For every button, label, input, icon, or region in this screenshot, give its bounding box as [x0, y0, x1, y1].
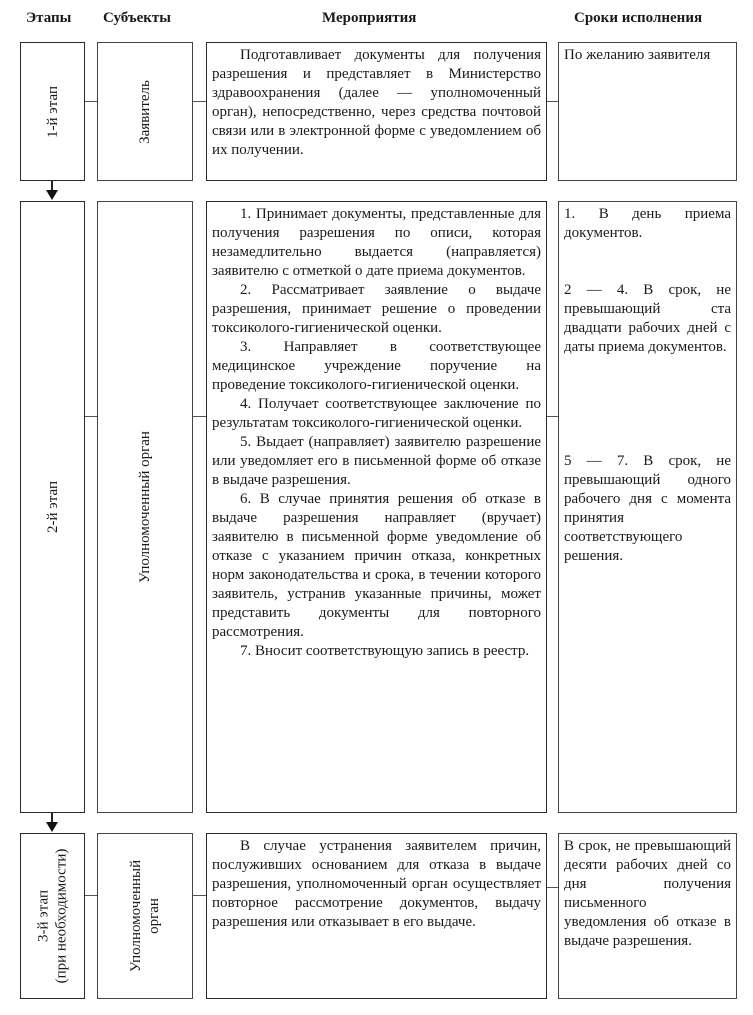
connector-line [85, 101, 97, 102]
action-item: 7. Вносит соответствующую запись в реестр. [240, 643, 530, 659]
action-item: 6. В случае принятия решения об отказе в выдаче разрешения направляет (вручает) заявителю в письменной форме уведомление об отказе с указанием причин отказа, конкретных норм законодательства и срока, в течении которого заявитель, устранив указанные причины, может представить документы для повторного рассмотрения. [212, 491, 541, 640]
action-item: 3. Направляет в соответствующее медицинское учреждение поручение на проведение токсиколого-гигиенической оценки. [212, 339, 541, 393]
action-item: 1. Принимает документы, представленные для получения разрешения по описи, которая незамедлительно выдается (направляется) заявителю с отметкой о дате приема документов. [212, 206, 541, 279]
action-item: 2. Рассматривает заявление о выдаче разрешения, принимает решение о проведении токсиколого-гигиенической оценки. [212, 282, 541, 336]
action-item: 5. Выдает (направляет) заявителю разрешение или уведомляет его в письменной форме об отказе в выдаче разрешения. [212, 434, 541, 488]
connector-line [193, 101, 206, 102]
deadline-item: По желанию заявителя [564, 47, 711, 63]
stage-3-title: 3-й этап [35, 890, 52, 942]
deadlines-2-box [558, 201, 737, 813]
stage-3-note: (при необходимости) [53, 848, 70, 984]
action-item: Подготавливает документы для получения разрешения и представляет в Министерство здравоохранения (далее — уполномоченный орган), непосредственно, через средства почтовой связи или в электронной форме с уведомлением об их получении. [212, 47, 541, 158]
deadlines-3-box [558, 833, 737, 999]
deadlines-1-text [564, 46, 731, 65]
actions-2-box [206, 201, 547, 813]
header-deadlines: Сроки исполнения [574, 10, 703, 26]
stage-2-box [20, 201, 85, 813]
actions-3-text [212, 837, 541, 932]
subject-2-box [97, 201, 193, 813]
subject-3-label [127, 860, 163, 972]
connector-line [547, 101, 558, 102]
deadline-item: 2 — 4. В срок, не превышающий ста двадцати рабочих дней с даты приема документов. [564, 282, 731, 355]
actions-3-box [206, 833, 547, 999]
stage-3-label [35, 849, 71, 984]
subject-1-label: Заявитель [136, 79, 153, 144]
stage-1-box [20, 42, 85, 181]
arrow-down-icon [46, 822, 58, 832]
subject-3-line2: орган [146, 898, 163, 934]
stage-1-label: 1-й этап [44, 85, 61, 138]
header-stages: Этапы [26, 10, 72, 26]
connector-line [193, 895, 206, 896]
header-actions: Мероприятия [322, 10, 417, 26]
subject-3-line1: Уполномоченный [128, 859, 145, 973]
deadlines-1-box [558, 42, 737, 181]
subject-2-label: Уполномоченный орган [137, 431, 154, 583]
arrow-down-icon [46, 190, 58, 200]
deadlines-3-text [564, 837, 731, 951]
actions-1-box [206, 42, 547, 181]
connector-line [547, 416, 558, 417]
subject-1-box [97, 42, 193, 181]
actions-2-text [212, 205, 541, 661]
deadline-item: 5 — 7. В срок, не превышающий одного рабочего дня с момента принятия соответствующего решения. [564, 453, 731, 564]
stage-3-box [20, 833, 85, 999]
deadline-item: В срок, не превышающий десяти рабочих дней со дня получения письменного уведомления об отказе в выдаче разрешения. [564, 838, 731, 949]
connector-line [193, 416, 206, 417]
deadline-item: 1. В день приема документов. [564, 206, 731, 241]
header-subjects: Субъекты [103, 10, 172, 26]
actions-1-text [212, 46, 541, 160]
subject-3-box [97, 833, 193, 999]
action-item: В случае устранения заявителем причин, послуживших основанием для отказа в выдаче разрешения, уполномоченный орган осуществляет повторное рассмотрение документов, выдачу разрешения или отказывает в его выдаче. [212, 838, 541, 930]
connector-line [547, 887, 558, 888]
connector-line [85, 416, 97, 417]
stage-2-label: 2-й этап [44, 481, 61, 533]
deadlines-2-text [564, 205, 731, 566]
connector-line [85, 895, 97, 896]
action-item: 4. Получает соответствующее заключение по результатам токсиколого-гигиенической оценки. [212, 396, 541, 431]
